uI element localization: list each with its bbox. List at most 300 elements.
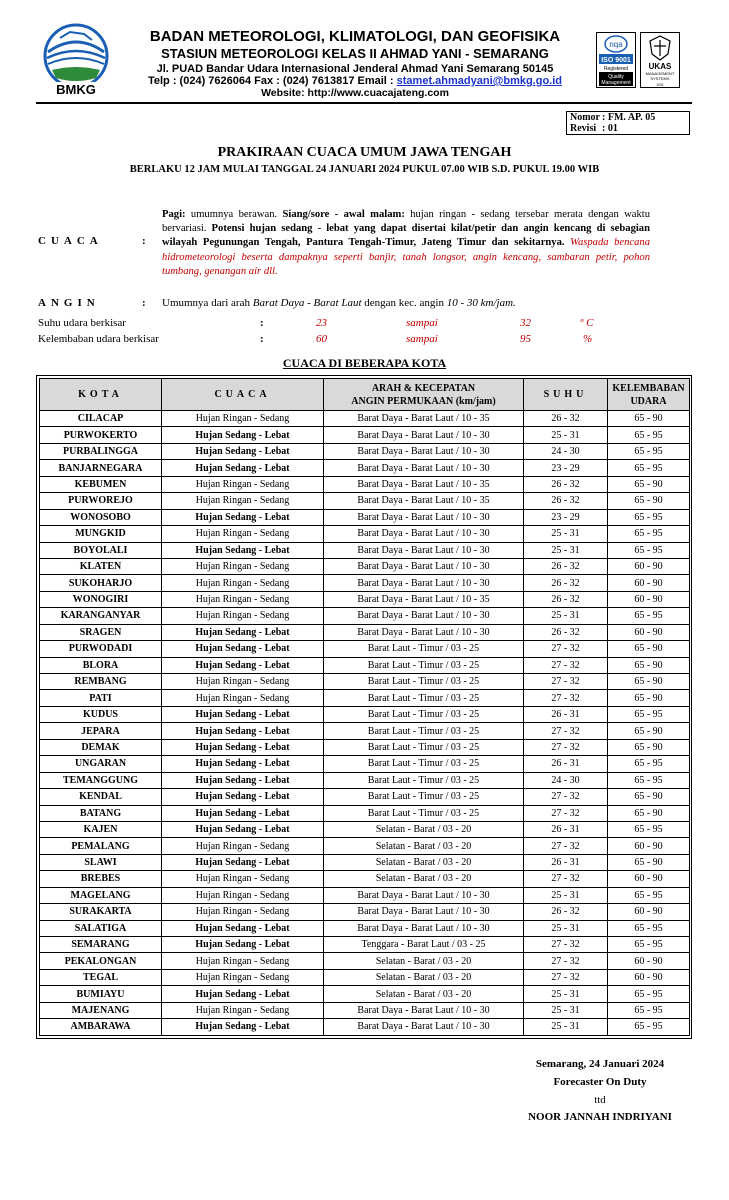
cell-kota: TEGAL [40,969,162,985]
cell-cuaca: Hujan Sedang - Lebat [162,657,324,673]
cert-management-text: Management [601,80,631,86]
cell-suhu: 27 - 32 [524,641,608,657]
pagi-text: umumnya berawan. [185,209,283,220]
cell-kelembaban: 65 - 90 [608,854,690,870]
cell-suhu: 26 - 32 [524,558,608,574]
cell-suhu: 24 - 30 [524,772,608,788]
cell-suhu: 26 - 31 [524,854,608,870]
cell-angin: Barat Daya - Barat Laut / 10 - 30 [324,509,524,525]
cell-kota: SUKOHARJO [40,575,162,591]
cell-suhu: 27 - 32 [524,739,608,755]
cell-angin: Barat Laut - Timur / 03 - 25 [324,739,524,755]
table-row [40,476,690,492]
cell-angin: Barat Daya - Barat Laut / 10 - 30 [324,460,524,476]
cell-angin: Barat Daya - Barat Laut / 10 - 35 [324,591,524,607]
cell-angin: Barat Daya - Barat Laut / 10 - 30 [324,887,524,903]
logo-text: BMKG [56,82,96,97]
cell-kota: PATI [40,690,162,706]
table-row [40,739,690,755]
cell-cuaca: Hujan Sedang - Lebat [162,443,324,459]
cell-kota: KUDUS [40,706,162,722]
cell-suhu: 26 - 32 [524,904,608,920]
city-forecast-table [36,375,692,1039]
cell-angin: Barat Laut - Timur / 03 - 25 [324,789,524,805]
cell-angin: Barat Laut - Timur / 03 - 25 [324,772,524,788]
angin-direction: Barat Daya - Barat Laut [252,297,362,309]
cell-kelembaban: 65 - 95 [608,920,690,936]
suhu-unit: º C [580,317,594,329]
cell-kelembaban: 65 - 95 [608,772,690,788]
revisi-value: : 01 [602,123,618,134]
cell-kota: AMBARAWA [40,1019,162,1035]
table-row [40,854,690,870]
table-row [40,624,690,640]
cell-cuaca: Hujan Ringan - Sedang [162,476,324,492]
cell-kota: SLAWI [40,854,162,870]
cell-kelembaban: 65 - 95 [608,608,690,624]
table-row [40,871,690,887]
cell-angin: Barat Laut - Timur / 03 - 25 [324,723,524,739]
document-subtitle: BERLAKU 12 JAM MULAI TANGGAL 24 JANUARI 2024 PUKUL 07.00 WIB S.D. PUKUL 19.00 WIB [129,164,600,175]
cell-angin: Tenggara - Barat Laut / 03 - 25 [324,937,524,953]
cell-cuaca: Hujan Sedang - Lebat [162,920,324,936]
cell-kelembaban: 65 - 90 [608,411,690,427]
cell-angin: Barat Daya - Barat Laut / 10 - 35 [324,493,524,509]
cell-angin: Barat Laut - Timur / 03 - 25 [324,641,524,657]
cell-suhu: 25 - 31 [524,920,608,936]
cell-cuaca: Hujan Ringan - Sedang [162,411,324,427]
potensi-text: Potensi hujan sedang - lebat yang dapat disertai kilat/petir dan angin kencang di sebagian wilayah Pegunungan Tengah, Pantura Tengah-Timur, Jateng Timur dan sekitarnya. [162,223,650,249]
header-kelembaban-line2: UDARA [630,395,667,407]
header-angin [324,379,524,411]
header-kelembaban [608,379,690,411]
nomor-label: Nomor [570,112,600,123]
table-row [40,591,690,607]
cell-suhu: 27 - 32 [524,953,608,969]
cell-cuaca: Hujan Sedang - Lebat [162,854,324,870]
waspada-warning: Waspada bencana hidrometeorologi beserta dampaknya seperti banjir, tanah longsor, angin kencang, sambaran petir, pohon tumbang, genangan air dll. [162,237,650,277]
cell-kota: MAGELANG [40,887,162,903]
cell-angin: Selatan - Barat / 03 - 20 [324,821,524,837]
cell-kelembaban: 60 - 90 [608,953,690,969]
cell-angin: Barat Daya - Barat Laut / 10 - 30 [324,526,524,542]
cell-suhu: 23 - 29 [524,509,608,525]
cell-kota: BATANG [40,805,162,821]
cell-cuaca: Hujan Sedang - Lebat [162,805,324,821]
table-body [40,411,690,1036]
table-row [40,509,690,525]
cell-suhu: 25 - 31 [524,542,608,558]
table-row [40,887,690,903]
cell-kelembaban: 60 - 90 [608,575,690,591]
table-row [40,460,690,476]
table-header-row [40,379,690,411]
cell-suhu: 27 - 32 [524,937,608,953]
cell-cuaca: Hujan Sedang - Lebat [162,789,324,805]
cell-suhu: 27 - 32 [524,690,608,706]
cell-kelembaban: 65 - 90 [608,739,690,755]
cell-kelembaban: 65 - 90 [608,690,690,706]
revisi-label: Revisi [570,123,597,134]
cert-quality-text: Quality [608,74,624,80]
cell-cuaca: Hujan Ringan - Sedang [162,608,324,624]
table-row [40,1002,690,1018]
cell-angin: Barat Daya - Barat Laut / 10 - 35 [324,476,524,492]
cell-angin: Barat Laut - Timur / 03 - 25 [324,805,524,821]
angin-speed: 10 - 30 km/jam. [446,297,516,309]
cell-kota: KAJEN [40,821,162,837]
cell-suhu: 26 - 31 [524,821,608,837]
cell-angin: Selatan - Barat / 03 - 20 [324,871,524,887]
table-row [40,838,690,854]
cell-kota: DEMAK [40,739,162,755]
cell-suhu: 25 - 31 [524,1019,608,1035]
cell-kota: SRAGEN [40,624,162,640]
suhu-max: 32 [520,317,531,329]
cell-cuaca: Hujan Sedang - Lebat [162,542,324,558]
cell-cuaca: Hujan Ringan - Sedang [162,838,324,854]
cell-suhu: 26 - 32 [524,493,608,509]
cell-kelembaban: 60 - 90 [608,591,690,607]
kelembaban-max: 95 [520,333,531,345]
kelembaban-label: Kelembaban udara berkisar [38,333,159,345]
table-row [40,641,690,657]
kelembaban-sampai: sampai [406,333,438,345]
cell-kelembaban: 65 - 95 [608,756,690,772]
cell-kelembaban: 65 - 95 [608,986,690,1002]
cell-suhu: 27 - 32 [524,838,608,854]
cell-kota: KARANGANYAR [40,608,162,624]
kelembaban-unit: % [583,333,593,345]
cell-kelembaban: 65 - 95 [608,460,690,476]
cell-angin: Barat Laut - Timur / 03 - 25 [324,756,524,772]
cell-kelembaban: 65 - 95 [608,542,690,558]
cell-kota: PEKALONGAN [40,953,162,969]
cell-kelembaban: 60 - 90 [608,624,690,640]
cell-cuaca: Hujan Sedang - Lebat [162,821,324,837]
cell-kota: WONOSOBO [40,509,162,525]
cert-mgmt-text: MANAGEMENT [645,71,675,76]
cell-cuaca: Hujan Ringan - Sedang [162,904,324,920]
cell-cuaca: Hujan Sedang - Lebat [162,772,324,788]
header-contact [120,75,590,87]
signature-place-date: Semarang, 24 Januari 2024 [535,1058,665,1070]
table-row [40,706,690,722]
header-website: Website: http://www.cuacajateng.com [261,87,449,99]
table-row [40,657,690,673]
cell-kota: UNGARAN [40,756,162,772]
cell-kota: BOYOLALI [40,542,162,558]
cell-kota: BLORA [40,657,162,673]
cell-angin: Barat Daya - Barat Laut / 10 - 30 [324,920,524,936]
pagi-label: Pagi: [162,209,186,220]
cell-cuaca: Hujan Sedang - Lebat [162,460,324,476]
cell-kelembaban: 65 - 90 [608,805,690,821]
cell-kota: PURWOREJO [40,493,162,509]
cell-cuaca: Hujan Ringan - Sedang [162,575,324,591]
siang-label: Siang/sore - awal malam: [282,209,405,220]
table-row [40,937,690,953]
cell-cuaca: Hujan Ringan - Sedang [162,591,324,607]
cell-angin: Barat Daya - Barat Laut / 10 - 30 [324,542,524,558]
cell-kota: SEMARANG [40,937,162,953]
table-row [40,920,690,936]
cell-suhu: 25 - 31 [524,986,608,1002]
cell-cuaca: Hujan Sedang - Lebat [162,937,324,953]
cell-kelembaban: 65 - 95 [608,443,690,459]
cuaca-description [162,208,650,279]
cell-angin: Barat Daya - Barat Laut / 10 - 30 [324,575,524,591]
table-row [40,821,690,837]
cell-kota: PURWOKERTO [40,427,162,443]
table-row [40,608,690,624]
angin-text-1: Umumnya dari arah [162,297,253,309]
cell-cuaca: Hujan Ringan - Sedang [162,1002,324,1018]
nomor-value: : FM. AP. 05 [602,112,656,123]
table-row [40,493,690,509]
table-row [40,756,690,772]
angin-text-2: dengan kec. angin [361,297,447,309]
header-kota: KOTA [40,379,162,411]
table-row [40,427,690,443]
cell-kota: PURBALINGGA [40,443,162,459]
angin-colon: : [142,297,146,309]
cert-nqa-text: nqa [609,40,623,49]
cell-cuaca: Hujan Ringan - Sedang [162,690,324,706]
siang-text: hujan ringan - sedang tersebar merata dengan waktu bervariasi. [162,209,650,235]
cell-kota: SURAKARTA [40,904,162,920]
ukas-certification-badge [640,32,680,88]
cell-cuaca: Hujan Ringan - Sedang [162,674,324,690]
cell-suhu: 26 - 32 [524,591,608,607]
header-angin-line2: ANGIN PERMUKAAN (km/jam) [351,395,496,407]
cell-angin: Barat Laut - Timur / 03 - 25 [324,690,524,706]
cell-kelembaban: 65 - 95 [608,427,690,443]
cell-suhu: 26 - 32 [524,624,608,640]
cell-kelembaban: 65 - 95 [608,887,690,903]
table-row [40,789,690,805]
cell-kelembaban: 65 - 95 [608,821,690,837]
table-row [40,1019,690,1035]
cert-registered-text: Registered [603,66,629,72]
cell-cuaca: Hujan Ringan - Sedang [162,493,324,509]
cell-angin: Barat Daya - Barat Laut / 10 - 30 [324,443,524,459]
cell-kota: WONOGIRI [40,591,162,607]
bmkg-logo-icon [40,22,112,98]
cell-kota: BREBES [40,871,162,887]
cell-kota: SALATIGA [40,920,162,936]
cell-cuaca: Hujan Ringan - Sedang [162,969,324,985]
cell-angin: Barat Daya - Barat Laut / 10 - 30 [324,558,524,574]
cell-cuaca: Hujan Sedang - Lebat [162,986,324,1002]
signature-role: Forecaster On Duty [553,1076,647,1088]
cell-kota: MUNGKID [40,526,162,542]
header-agency-name: BADAN METEOROLOGI, KLIMATOLOGI, DAN GEOFISIKA [149,28,561,45]
cell-suhu: 24 - 30 [524,443,608,459]
cell-cuaca: Hujan Ringan - Sedang [162,871,324,887]
cell-angin: Selatan - Barat / 03 - 20 [324,953,524,969]
cert-number-text: 015 [656,82,664,87]
table-row [40,805,690,821]
cell-kota: REMBANG [40,674,162,690]
cell-kelembaban: 60 - 90 [608,558,690,574]
cell-suhu: 25 - 31 [524,887,608,903]
cell-kelembaban: 65 - 95 [608,526,690,542]
table-row [40,411,690,427]
suhu-sampai: sampai [406,317,438,329]
cell-suhu: 27 - 32 [524,657,608,673]
iso-certification-badge [596,32,636,88]
cell-angin: Selatan - Barat / 03 - 20 [324,986,524,1002]
cell-suhu: 26 - 32 [524,476,608,492]
cell-cuaca: Hujan Sedang - Lebat [162,756,324,772]
cell-suhu: 27 - 32 [524,805,608,821]
cell-cuaca: Hujan Ringan - Sedang [162,558,324,574]
cell-kota: BANJARNEGARA [40,460,162,476]
cell-angin: Barat Laut - Timur / 03 - 25 [324,657,524,673]
cell-kelembaban: 60 - 90 [608,904,690,920]
table-row [40,904,690,920]
cell-angin: Barat Daya - Barat Laut / 10 - 30 [324,427,524,443]
cuaca-label: CUACA [38,235,103,247]
table-row [40,690,690,706]
table-row [40,674,690,690]
cell-cuaca: Hujan Sedang - Lebat [162,706,324,722]
signature-name: NOOR JANNAH INDRIYANI [528,1111,672,1123]
cell-kelembaban: 65 - 90 [608,789,690,805]
cell-kelembaban: 65 - 90 [608,657,690,673]
cell-kota: JEPARA [40,723,162,739]
cell-cuaca: Hujan Sedang - Lebat [162,723,324,739]
cell-angin: Barat Daya - Barat Laut / 10 - 30 [324,1002,524,1018]
header-station-name: STASIUN METEOROLOGI KELAS II AHMAD YANI - SEMARANG [161,46,549,61]
signature-ttd: ttd [594,1094,606,1106]
cell-angin: Selatan - Barat / 03 - 20 [324,838,524,854]
suhu-colon: : [260,317,264,329]
header-kelembaban-line1: KELEMBABAN [612,382,685,394]
cell-angin: Barat Daya - Barat Laut / 10 - 30 [324,608,524,624]
kelembaban-min: 60 [316,333,327,345]
cell-cuaca: Hujan Ringan - Sedang [162,887,324,903]
cell-suhu: 27 - 32 [524,723,608,739]
cert-ukas-text: UKAS [648,62,672,71]
cell-kota: KEBUMEN [40,476,162,492]
cell-kelembaban: 60 - 90 [608,838,690,854]
suhu-min: 23 [316,317,327,329]
table-row [40,575,690,591]
cell-suhu: 26 - 32 [524,575,608,591]
cell-suhu: 26 - 32 [524,411,608,427]
document-number-box [566,111,690,135]
cell-cuaca: Hujan Sedang - Lebat [162,641,324,657]
cell-angin: Barat Laut - Timur / 03 - 25 [324,706,524,722]
bmkg-logo [40,22,112,98]
cell-angin: Barat Daya - Barat Laut / 10 - 30 [324,904,524,920]
header-divider [36,102,692,104]
angin-description [162,297,516,309]
cell-kota: MAJENANG [40,1002,162,1018]
cell-cuaca: Hujan Sedang - Lebat [162,1019,324,1035]
cell-kelembaban: 65 - 95 [608,706,690,722]
header-address: Jl. PUAD Bandar Udara Internasional Jenderal Ahmad Yani Semarang 50145 [156,63,554,75]
header-email-link[interactable]: stamet.ahmadyani@bmkg.go.id [396,75,563,87]
table-row [40,953,690,969]
cell-cuaca: Hujan Ringan - Sedang [162,526,324,542]
cell-kota: BUMIAYU [40,986,162,1002]
cell-kota: KENDAL [40,789,162,805]
cell-kelembaban: 65 - 95 [608,1002,690,1018]
cell-angin: Selatan - Barat / 03 - 20 [324,854,524,870]
cell-angin: Barat Daya - Barat Laut / 10 - 30 [324,624,524,640]
cell-kelembaban: 65 - 95 [608,937,690,953]
cell-cuaca: Hujan Sedang - Lebat [162,624,324,640]
table-row [40,772,690,788]
table-title: CUACA DI BEBERAPA KOTA [282,356,447,370]
kelembaban-colon: : [260,333,264,345]
cell-kota: TEMANGGUNG [40,772,162,788]
cell-angin: Barat Laut - Timur / 03 - 25 [324,674,524,690]
table-row [40,542,690,558]
cell-kelembaban: 65 - 90 [608,641,690,657]
cert-iso-text: ISO 9001 [601,57,631,64]
cell-cuaca: Hujan Sedang - Lebat [162,739,324,755]
cell-suhu: 25 - 31 [524,526,608,542]
cell-suhu: 27 - 32 [524,789,608,805]
cell-kota: CILACAP [40,411,162,427]
cell-kelembaban: 65 - 90 [608,674,690,690]
cell-kelembaban: 65 - 90 [608,493,690,509]
cell-suhu: 27 - 32 [524,674,608,690]
table-row [40,443,690,459]
header-suhu: SUHU [524,379,608,411]
table-row [40,969,690,985]
cell-kelembaban: 65 - 95 [608,509,690,525]
table-row [40,526,690,542]
cell-angin: Barat Daya - Barat Laut / 10 - 35 [324,411,524,427]
cell-suhu: 27 - 32 [524,969,608,985]
table-row [40,558,690,574]
cell-angin: Barat Daya - Barat Laut / 10 - 30 [324,1019,524,1035]
cell-kelembaban: 65 - 90 [608,723,690,739]
cell-suhu: 27 - 32 [524,871,608,887]
cell-angin: Selatan - Barat / 03 - 20 [324,969,524,985]
cell-kota: KLATEN [40,558,162,574]
suhu-label: Suhu udara berkisar [38,317,126,329]
table-row [40,986,690,1002]
cell-kelembaban: 60 - 90 [608,969,690,985]
cell-kota: PEMALANG [40,838,162,854]
cell-suhu: 25 - 31 [524,1002,608,1018]
cert-systems-text: SYSTEMS [650,76,670,81]
header-angin-line1: ARAH & KECEPATAN [371,382,476,394]
cell-kota: PURWODADI [40,641,162,657]
cell-suhu: 26 - 31 [524,706,608,722]
header-phone: Telp : (024) 7626064 Fax : (024) 7613817 Email : [147,75,397,87]
cell-suhu: 25 - 31 [524,608,608,624]
cell-suhu: 25 - 31 [524,427,608,443]
table-row [40,723,690,739]
cell-suhu: 23 - 29 [524,460,608,476]
document-title: PRAKIRAAN CUACA UMUM JAWA TENGAH [217,145,512,160]
cell-cuaca: Hujan Sedang - Lebat [162,427,324,443]
cell-kelembaban: 60 - 90 [608,871,690,887]
cell-kelembaban: 65 - 95 [608,1019,690,1035]
cell-cuaca: Hujan Ringan - Sedang [162,953,324,969]
cell-kelembaban: 65 - 90 [608,476,690,492]
header-cuaca: CUACA [162,379,324,411]
cell-suhu: 26 - 31 [524,756,608,772]
angin-label: ANGIN [38,297,100,309]
